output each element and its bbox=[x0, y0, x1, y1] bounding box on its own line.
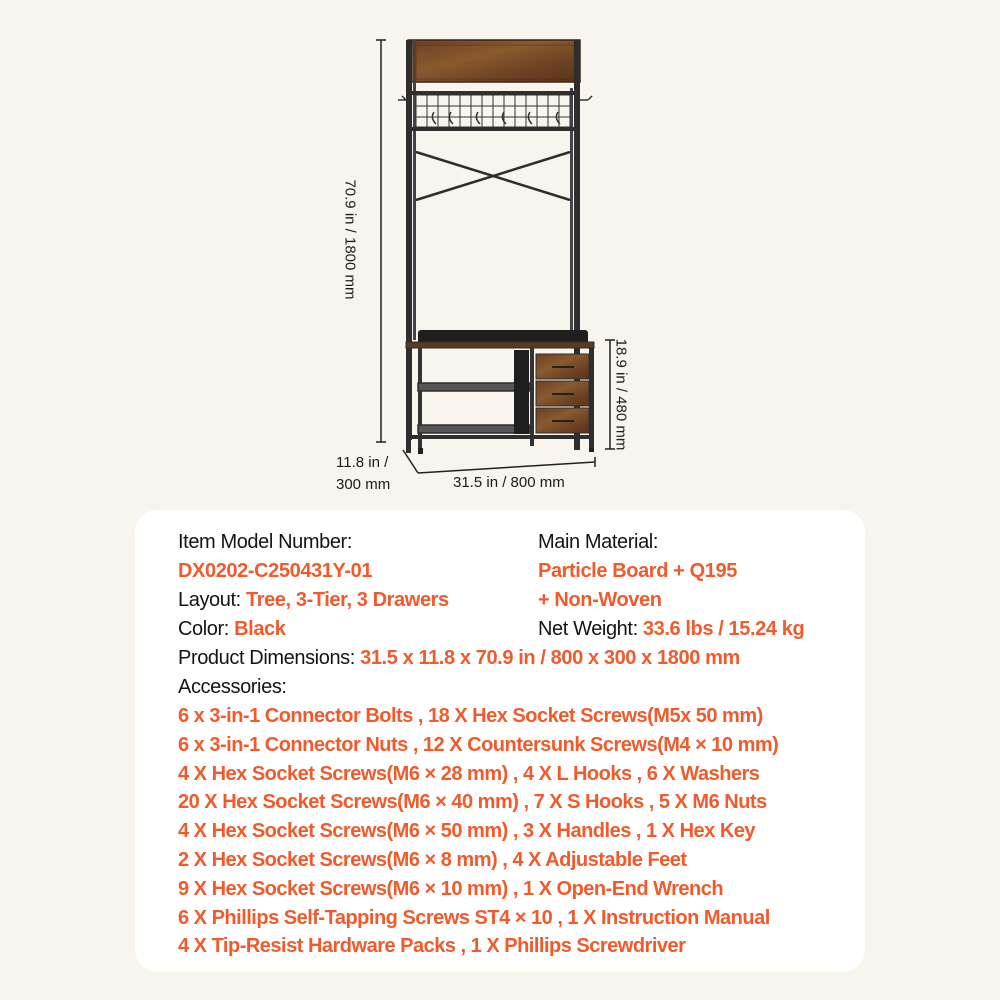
color-row bbox=[178, 615, 286, 644]
net-weight-value: 33.6 lbs / 15.24 kg bbox=[642, 618, 805, 640]
accessories-label: Accessories: bbox=[178, 676, 287, 698]
depth-dimension-label-line1: 11.8 in / bbox=[336, 454, 389, 471]
accessory-item: 4 X Hex Socket Screws(M6 × 50 mm) , 3 X Handles , 1 X Hex Key bbox=[178, 820, 756, 843]
layout-label: Layout: bbox=[178, 589, 241, 611]
hall-tree-illustration bbox=[320, 30, 640, 500]
net-weight-label: Net Weight: bbox=[538, 618, 638, 640]
main-material-value-line1: Particle Board + Q195 bbox=[538, 560, 737, 582]
width-dimension-label: 31.5 in / 800 mm bbox=[453, 474, 565, 491]
depth-dimension-label-line2: 300 mm bbox=[336, 476, 391, 493]
accessory-item: 6 X Phillips Self-Tapping Screws ST4 × 10 , 1 X Instruction Manual bbox=[178, 906, 770, 929]
accessory-item: 9 X Hex Socket Screws(M6 × 10 mm) , 1 X Open-End Wrench bbox=[178, 877, 724, 900]
main-material-value-line2: + Non-Woven bbox=[538, 589, 662, 611]
product-dimensions-row bbox=[178, 644, 740, 673]
color-label: Color: bbox=[178, 618, 229, 640]
layout-row bbox=[178, 586, 449, 615]
bench-height-dimension-label: 18.9 in / 480 mm bbox=[612, 338, 630, 451]
net-weight-row bbox=[538, 615, 804, 644]
accessory-item: 20 X Hex Socket Screws(M6 × 40 mm) , 7 X S Hooks , 5 X M6 Nuts bbox=[178, 791, 767, 814]
product-dimensions-label: Product Dimensions: bbox=[178, 647, 355, 669]
accessory-item: 4 X Tip-Resist Hardware Packs , 1 X Phillips Screwdriver bbox=[178, 935, 686, 958]
color-value: Black bbox=[234, 618, 286, 640]
accessory-item: 2 X Hex Socket Screws(M6 × 8 mm) , 4 X Adjustable Feet bbox=[178, 848, 687, 871]
model-number-value: DX0202-C250431Y-01 bbox=[178, 560, 373, 582]
accessory-item: 6 x 3-in-1 Connector Nuts , 12 X Countersunk Screws(M4 × 10 mm) bbox=[178, 733, 779, 756]
layout-value: Tree, 3-Tier, 3 Drawers bbox=[245, 589, 449, 611]
model-number-label: Item Model Number: bbox=[178, 531, 352, 553]
accessory-item: 6 x 3-in-1 Connector Bolts , 18 X Hex Socket Screws(M5x 50 mm) bbox=[178, 705, 763, 727]
main-material-label: Main Material: bbox=[538, 531, 658, 553]
accessories-list bbox=[178, 702, 778, 961]
product-dimensions-value: 31.5 x 11.8 x 70.9 in / 800 x 300 x 1800 mm bbox=[360, 647, 740, 669]
accessory-item: 4 X Hex Socket Screws(M6 × 28 mm) , 4 X L Hooks , 6 X Washers bbox=[178, 762, 760, 785]
product-dimension-figure bbox=[320, 30, 640, 500]
height-dimension-label: 70.9 in / 1800 mm bbox=[341, 179, 359, 300]
